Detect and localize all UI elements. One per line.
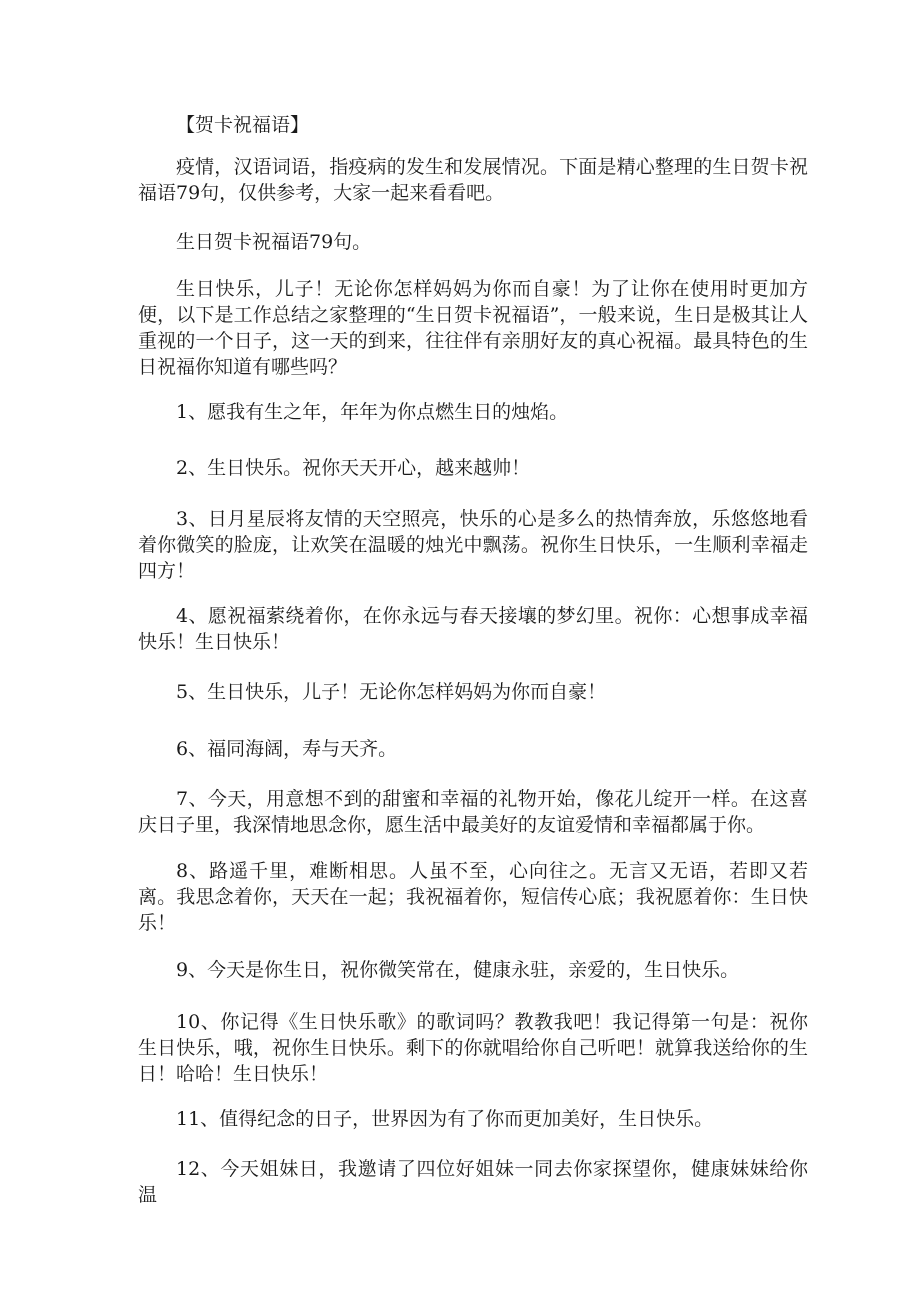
list-item: 6、福同海阔，寿与天齐。 <box>176 738 398 760</box>
list-item: 11、值得纪念的日子，世界因为有了你而更加美好，生日快乐。 <box>176 1108 714 1130</box>
list-item: 4、愿祝福萦绕着你，在你永远与春天接壤的梦幻里。祝你：心想事成幸福快乐！生日快乐！ <box>138 605 808 653</box>
list-item: 5、生日快乐，儿子！无论你怎样妈妈为你而自豪！ <box>176 681 607 703</box>
list-item: 2、生日快乐。祝你天天开心，越来越帅！ <box>176 457 531 479</box>
list-item: 9、今天是你生日，祝你微笑常在，健康永驻，亲爱的，生日快乐。 <box>176 959 740 981</box>
list-item: 8、路遥千里，难断相思。人虽不至，心向往之。无言又无语，若即又若离。我思念着你，天天在一起；我祝福着你，短信传心底；我祝愿着你：生日快乐！ <box>138 860 808 934</box>
list-item: 12、今天姐妹日，我邀请了四位好姐妹一同去你家探望你，健康妹妹给你温 <box>138 1158 808 1206</box>
subtitle-paragraph: 生日贺卡祝福语79句。 <box>176 231 372 253</box>
document-title: 【贺卡祝福语】 <box>176 114 310 136</box>
list-item: 7、今天，用意想不到的甜蜜和幸福的礼物开始，像花儿绽开一样。在这喜庆日子里，我深情地思念你，愿生活中最美好的友谊爱情和幸福都属于你。 <box>138 788 808 836</box>
list-item: 1、愿我有生之年，年年为你点燃生日的烛焰。 <box>176 401 569 423</box>
description-paragraph: 生日快乐，儿子！无论你怎样妈妈为你而自豪！为了让你在使用时更加方便，以下是工作总结之家整理的“生日贺卡祝福语”，一般来说，生日是极其让人重视的一个日子，这一天的到来，往往伴有亲朋好友的真心祝福。最具特色的生日祝福你知道有哪些吗？ <box>138 278 808 378</box>
list-item: 10、你记得《生日快乐歌》的歌词吗？教教我吧！我记得第一句是：祝你生日快乐，哦，祝你生日快乐。剩下的你就唱给你自己听吧！就算我送给你的生日！哈哈！生日快乐！ <box>138 1011 808 1085</box>
intro-paragraph: 疫情，汉语词语，指疫病的发生和发展情况。下面是精心整理的生日贺卡祝福语79句，仅供参考，大家一起来看看吧。 <box>138 156 808 204</box>
list-item: 3、日月星辰将友情的天空照亮，快乐的心是多么的热情奔放，乐悠悠地看着你微笑的脸庞，让欢笑在温暖的烛光中飘荡。祝你生日快乐，一生顺利幸福走四方！ <box>138 508 808 582</box>
